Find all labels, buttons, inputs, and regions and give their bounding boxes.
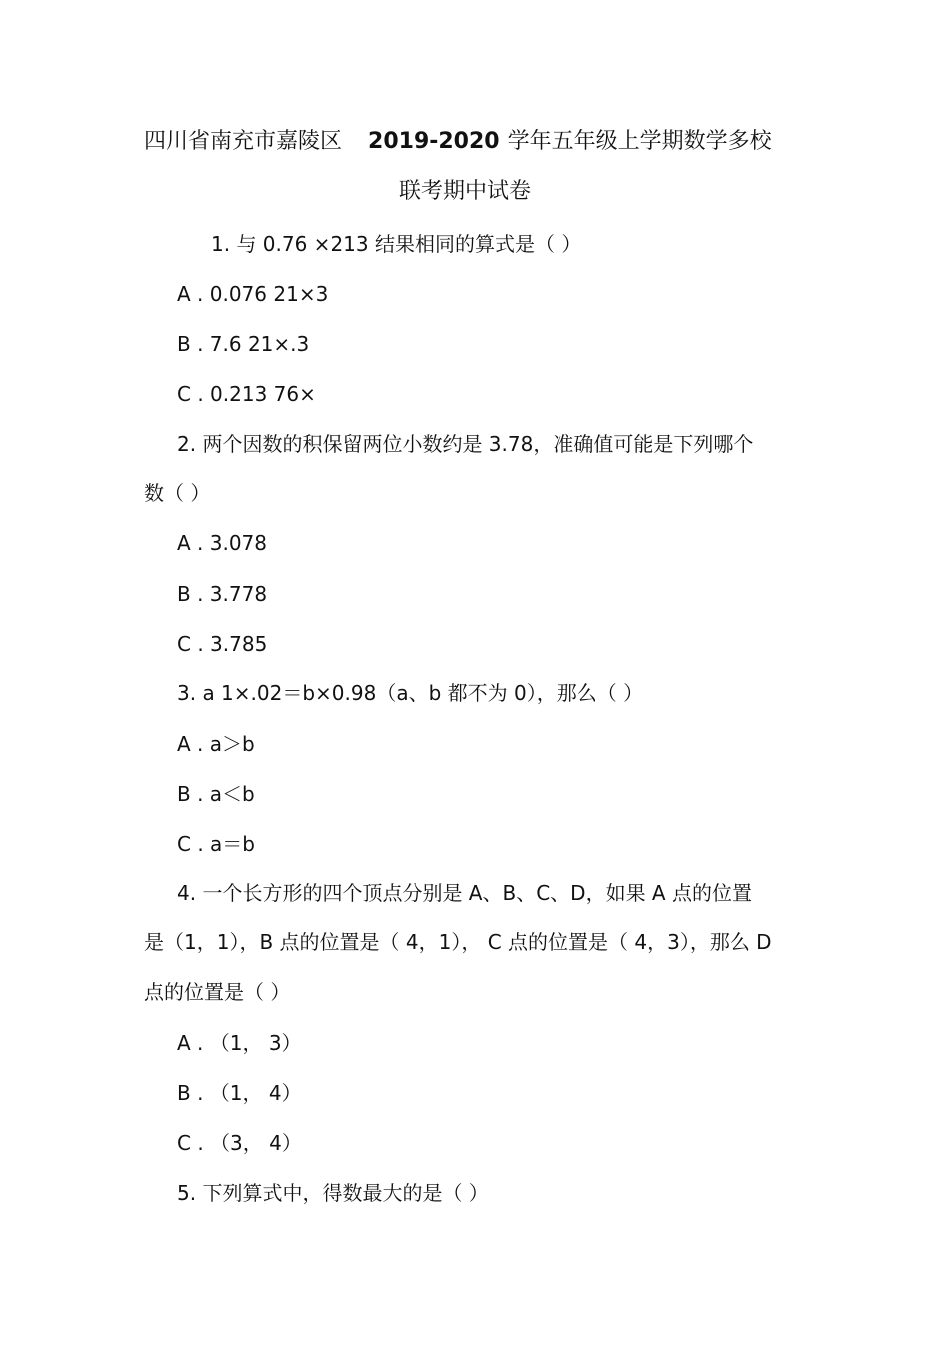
question-3-option-b: B . a＜b <box>177 782 255 806</box>
title-year: 2019-2020 <box>368 129 500 154</box>
title-suffix: 学年五年级上学期数学多校 <box>507 129 772 154</box>
title-line-1 <box>144 128 772 156</box>
title-line-2: 联考期中试卷 <box>399 179 532 204</box>
question-2-stem-line-2: 数（ ） <box>144 481 211 505</box>
question-5-stem: 5. 下列算式中，得数最大的是（ ） <box>177 1181 489 1205</box>
question-4-stem-line-2: 是（1，1），B 点的位置是（ 4，1）， C 点的位置是（ 4，3），那么 D <box>144 930 772 954</box>
question-2-option-a: A . 3.078 <box>177 531 268 555</box>
question-4-stem-line-3: 点的位置是（ ） <box>144 980 291 1004</box>
question-2-option-c: C . 3.785 <box>177 632 268 656</box>
question-1-option-a: A . 0.076 21⨯3 <box>177 282 329 306</box>
question-2-option-b: B . 3.778 <box>177 582 268 606</box>
question-4-stem-line-1: 4. 一个长方形的四个顶点分别是 A、B、C、D，如果 A 点的位置 <box>177 881 752 905</box>
question-2-stem-line-1: 2. 两个因数的积保留两位小数约是 3.78，准确值可能是下列哪个 <box>177 432 754 456</box>
question-3-option-c: C . a＝b <box>177 832 255 856</box>
question-4-option-a: A . （1， 3） <box>177 1031 302 1055</box>
question-1-option-b: B . 7.6 21⨯.3 <box>177 332 310 356</box>
question-1-stem: 1. 与 0.76 ⨯213 结果相同的算式是（ ） <box>211 232 582 256</box>
question-4-option-b: B . （1， 4） <box>177 1081 302 1105</box>
question-3-option-a: A . a＞b <box>177 732 255 756</box>
question-1-option-c: C . 0.213 76⨯ <box>177 382 316 406</box>
question-3-stem: 3. a 1⨯.02＝b⨯0.98（a、b 都不为 0），那么（ ） <box>177 681 644 705</box>
question-4-option-c: C . （3， 4） <box>177 1131 302 1155</box>
title-prefix: 四川省南充市嘉陵区 <box>144 129 343 154</box>
